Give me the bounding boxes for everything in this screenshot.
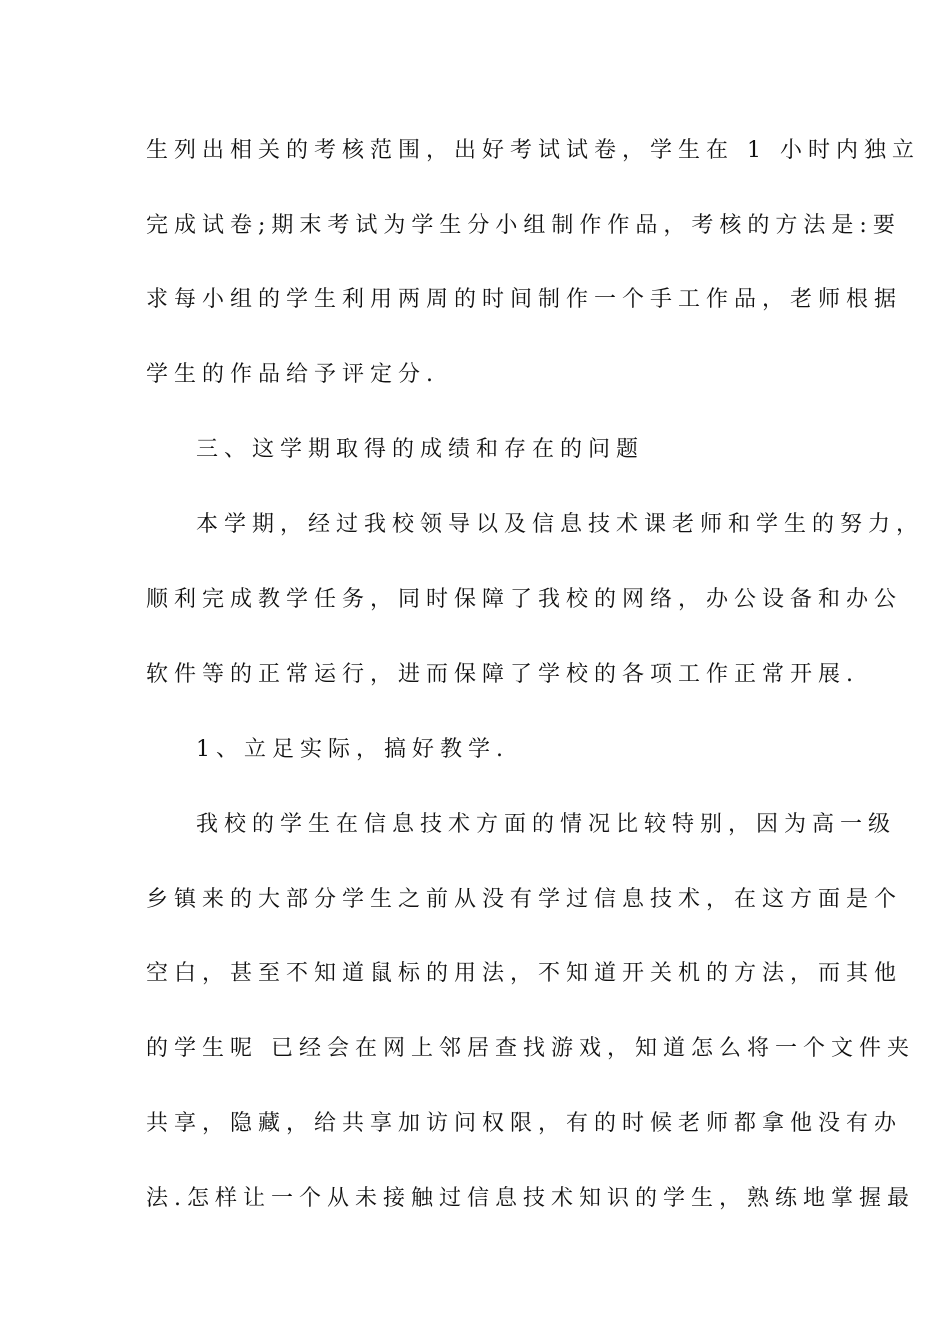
paragraph-line: 共享，隐藏，给共享加访问权限，有的时候老师都拿他没有办: [146, 1111, 903, 1136]
paragraph-line: 空白，甚至不知道鼠标的用法，不知道开关机的方法，而其他: [146, 961, 903, 986]
paragraph-line: 本学期，经过我校领导以及信息技术课老师和学生的努力，: [196, 512, 925, 537]
paragraph-line: 我校的学生在信息技术方面的情况比较特别，因为高一级: [196, 812, 897, 837]
paragraph-line: 完成试卷;期末考试为学生分小组制作作品，考核的方法是:要: [146, 213, 901, 238]
paragraph-line: 法.怎样让一个从未接触过信息技术知识的学生，熟练地掌握最: [146, 1186, 915, 1211]
paragraph-line: 的学生呢 已经会在网上邻居查找游戏，知道怎么将一个文件夹: [146, 1036, 915, 1061]
paragraph-line: 学生的作品给予评定分.: [146, 362, 439, 387]
paragraph-line: 生列出相关的考核范围，出好考试试卷，学生在 1 小时内独立: [146, 138, 920, 163]
paragraph-line: 乡镇来的大部分学生之前从没有学过信息技术，在这方面是个: [146, 887, 903, 912]
section-heading: 三、这学期取得的成绩和存在的问题: [196, 437, 645, 462]
paragraph-line: 软件等的正常运行，进而保障了学校的各项工作正常开展.: [146, 662, 859, 687]
paragraph-line: 顺利完成教学任务，同时保障了我校的网络，办公设备和办公: [146, 587, 903, 612]
paragraph-line: 求每小组的学生利用两周的时间制作一个手工作品，老师根据: [146, 287, 903, 312]
subsection-heading: 1、立足实际，搞好教学.: [196, 737, 509, 762]
